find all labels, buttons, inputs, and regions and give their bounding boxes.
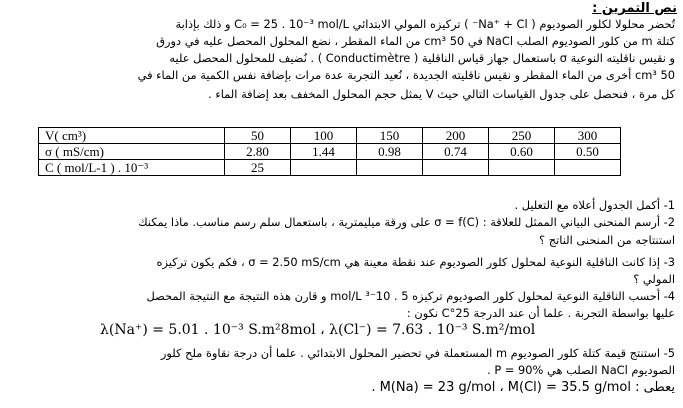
table-cell: 50: [225, 128, 291, 144]
exercise-title: نص التمرين :: [592, 1, 677, 16]
table-cell: 25: [225, 160, 291, 176]
question-line: الصوديوم NaCl الصلب هي P = 90% .: [487, 363, 675, 377]
table-cell: 200: [423, 128, 489, 144]
table-cell: 0.60: [489, 144, 555, 160]
row-label-volume: V( cm³): [39, 128, 225, 144]
question-line: 3- إذا كانت الناقلية النوعية لمحلول كلور الصوديوم عند نقطة معينة هي σ = 2.50 mS/cm ، فكم يكون تركيزه: [156, 255, 675, 269]
table-cell: [291, 160, 357, 176]
question-line: المولي ؟: [633, 272, 675, 286]
table-cell: 0.50: [555, 144, 621, 160]
molar-conductivity-formula: λ(Na⁺) = 5.01 . 10⁻³ S.m²8mol ، λ(Cl⁻) = 7.63 . 10⁻³ S.m²/mol: [100, 322, 536, 338]
row-label-concentration: C ( mol/L-1 ) . 10⁻³: [39, 160, 225, 176]
question-line: 1- أكمل الجدول أعلاه مع التعليل .: [514, 198, 675, 212]
table-cell: 300: [555, 128, 621, 144]
intro-line: تُحضر محلولا لكلور الصوديوم ( Na⁺ + Cl⁻ ) تركيزه المولي الابتدائي C₀ = 25 . 10⁻³ mol/L و ذلك بإذابة: [175, 17, 675, 31]
intro-line: كل مرة ، فنحصل على جدول القياسات التالي حيث V يمثل حجم المحلول المخفف بعد إضافة الماء .: [208, 87, 675, 101]
table-cell: 0.74: [423, 144, 489, 160]
question-line: استنتاجه من المنحنى الناتج ؟: [539, 233, 675, 247]
question-line: 5- استنتج قيمة كتلة كلور الصوديوم m المستعملة في تحضير المحلول الابتدائي . علما أن درجة نقاوة ملح كلور: [160, 346, 675, 360]
table-cell: [489, 160, 555, 176]
table-row: [39, 160, 621, 176]
table-cell: 2.80: [225, 144, 291, 160]
intro-line: و نقيس ناقليته النوعية σ باستعمال جهاز قياس الناقلية ( Conductimètre ) . نُضيف للمحلول المحصل عليه: [169, 51, 675, 65]
table-cell: 100: [291, 128, 357, 144]
table-cell: [423, 160, 489, 176]
question-line: عليها بواسطة التجربة . علما أن عند الدرجة 25°C نكون :: [406, 306, 675, 320]
measurements-table: [38, 127, 621, 176]
row-label-conductivity: σ ( mS/cm): [39, 144, 225, 160]
intro-line: 50 cm³ أخرى من الماء المقطر و نقيس ناقليته الجديدة ، نُعيد التجربة عدة مرات بإضافة نفس الكمية من الماء في: [137, 68, 675, 82]
given-data: يعطى : M(Na) = 23 g/mol ، M(Cl) = 35.5 g/mol .: [371, 380, 675, 395]
table-row: [39, 128, 621, 144]
table-cell: 0.98: [357, 144, 423, 160]
question-line: 4- أحسب الناقلية النوعية لمحلول كلور الصوديوم تركيزه 5 . 10⁻³ mol/L و قارن هذه النتيجة مع النتيجة المحصل: [146, 289, 675, 303]
table-cell: [555, 160, 621, 176]
table-cell: 150: [357, 128, 423, 144]
table-cell: [357, 160, 423, 176]
table-cell: 1.44: [291, 144, 357, 160]
table-row: [39, 144, 621, 160]
table-cell: 250: [489, 128, 555, 144]
question-line: 2- أرسم المنحنى البياني الممثل للعلاقة : σ = f(C) على ورقة ميليمترية ، باستعمال سلم رسم مناسب. ماذا يمكنك: [138, 215, 675, 229]
intro-line: كتلة m من كلور الصوديوم الصلب NaCl في 50 cm³ من الماء المقطر ، نضع المحلول المحصل عليه في دورق: [156, 34, 675, 48]
